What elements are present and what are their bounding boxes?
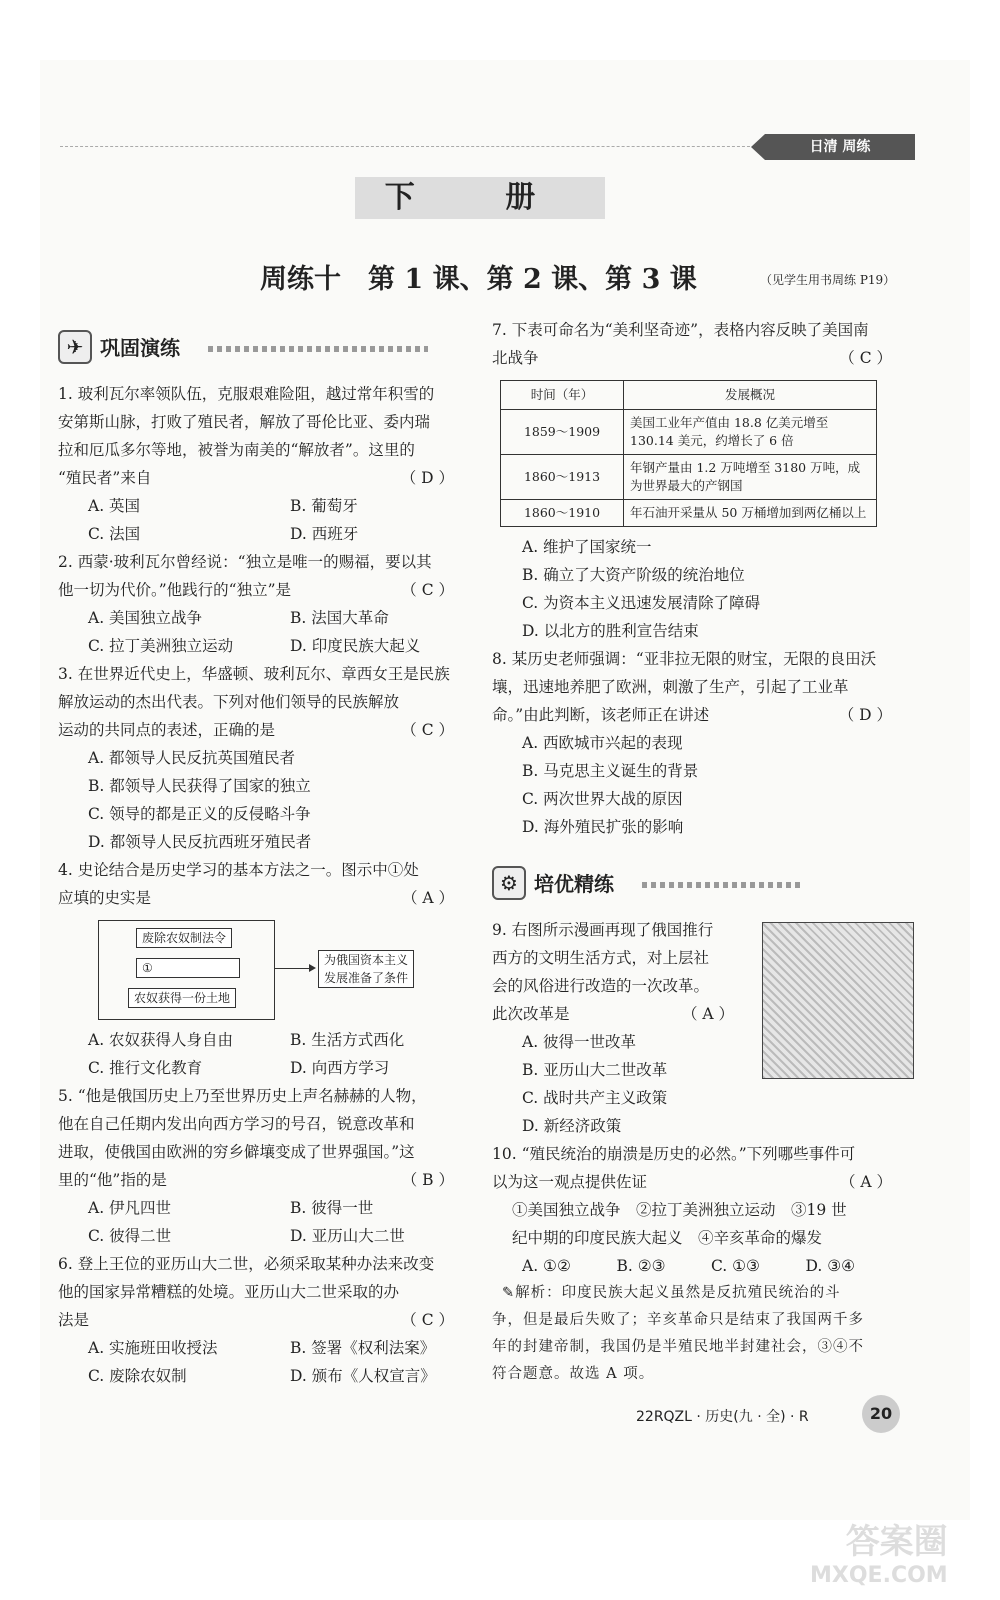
diagram-box: 废除农奴制法令 [136, 928, 232, 948]
answer: （ C ） [401, 1311, 454, 1329]
diagram-result: 为俄国资本主义 发展准备了条件 [318, 950, 414, 988]
header-tag: 日清 周练 [765, 134, 915, 160]
question-4: 4. 史论结合是历史学习的基本方法之一。图示中①处 应填的史实是 （ A ） 废除农奴制法令 ① 农奴获得一份土地 为俄国资本主义 发展准备了条件 A. 农奴获得人身自由 B. 生活方式西化 C. 推行文化教育 D. 向西方学习 [58, 861, 454, 1077]
answer: （ B ） [401, 1171, 454, 1189]
section-header-advanced [492, 866, 812, 900]
data-table [500, 380, 877, 527]
gear-icon: ⚙ [492, 866, 526, 900]
answer: （ C ） [839, 349, 892, 367]
section-divider [208, 346, 428, 352]
section-title: 培优精练 [534, 872, 614, 896]
question-3: 3. 在世界近代史上，华盛顿、玻利瓦尔、章西女王是民族 解放运动的杰出代表。下列对他们领导的民族解放 运动的共同点的表述，正确的是 （ C ） A. 都领导人民反抗英国殖民者 B. 都领导人民获得了国家的独立 C. 领导的都是正义的反侵略斗争 D. 都领导人民反抗西班牙殖民者 [58, 665, 454, 851]
site-watermark: 答案圈 MXQE.COM [810, 1522, 948, 1588]
table-row: 1860～1910 年石油开采量从 50 万桶增加到两亿桶以上 [501, 500, 877, 527]
question-8: 8. 某历史老师强调：“亚非拉无限的财宝，无限的良田沃 壤，迅速地养肥了欧洲，刺激了生产，引起了工业革 命。”由此判断，该老师正在讲述 （ D ） A. 西欧城市兴起的表现 B. 马克思主义诞生的背景 C. 两次世界大战的原因 D. 海外殖民扩张的影响 [492, 650, 892, 836]
header-rule [60, 146, 760, 147]
question-7: 7. 下表可命名为“美利坚奇迹”，表格内容反映了美国南 北战争 （ C ） 时间（年） 发展概况 1859～1909 美国工业年产值由 18.8 亿美元增至 130.14 美元，约增长了 6 倍 1860～1913 年钢产量由 1.2 万吨增至 3180 万吨，成为世界最大的产钢国 1860～1910 年石油开采量从 50 万桶增加到两亿桶以上 A. 维护了国家统一 B. 确立了大资产阶级的统治地位 C. 为资本主义迅速发展清除了障碍 D. 以北方的胜利宣告结束 [492, 321, 892, 640]
question-1: 1. 玻利瓦尔率领队伍，克服艰难险阻，越过常年积雪的 安第斯山脉，打败了殖民者，解放了哥伦比亚、委内瑞 拉和厄瓜多尔等地，被誉为南美的“解放者”。这里的 “殖民者”来自 （ D ） A. 英国 B. 葡萄牙 C. 法国 D. 西班牙 [58, 385, 454, 543]
answer-analysis: ✎解析：印度民族大起义虽然是反抗殖民统治的斗 争，但是最后失败了；辛亥革命只是结束了我国两千多 年的封建帝制，我国仍是半殖民地半封建社会，③④不 符合题意。故选 A 项。 [492, 1285, 864, 1382]
table-row: 1860～1913 年钢产量由 1.2 万吨增至 3180 万吨，成为世界最大的产钢国 [501, 455, 877, 500]
answer: （ A ） [839, 1173, 892, 1191]
answer: （ D ） [838, 706, 892, 724]
book-code: 22RQZL · 历史(九 · 全) · R [636, 1409, 809, 1425]
answer: （ C ） [401, 721, 454, 739]
volume-label: 下 册 [355, 177, 605, 219]
question-2: 2. 西蒙·玻利瓦尔曾经说：“独立是唯一的赐福，要以其 他一切为代价。”他践行的“独立”是 （ C ） A. 美国独立战争 B. 法国大革命 C. 拉丁美洲独立运动 D. 印度民族大起义 [58, 553, 454, 655]
table-header: 时间（年） [501, 381, 624, 410]
section-title: 巩固演练 [100, 336, 180, 360]
question-6: 6. 登上王位的亚历山大二世，必须采取某种办法来改变 他的国家异常糟糕的处境。亚历山大二世采取的办 法是 （ C ） A. 实施班田收授法 B. 签署《权利法案》 C. 废除农奴制 D. 颁布《人权宣言》 [58, 1255, 454, 1385]
arrow-right-icon [274, 968, 314, 969]
section-header-consolidate [58, 330, 378, 364]
answer: （ A ） [681, 1005, 734, 1023]
right-column-lower [492, 916, 900, 1388]
rocket-icon: ✈ [58, 330, 92, 364]
answer: （ C ） [401, 581, 454, 599]
question-9: 9. 右图所示漫画再现了俄国推行 西方的文明生活方式，对上层社 会的风俗进行改造的一次改革。 此次改革是 （ A ） A. 彼得一世改革 B. 亚历山大二世改革 C. 战时共产主义政策 D. 新经济政策 [492, 921, 734, 1135]
page-title: 周练十 第 1 课、第 2 课、第 3 课 [260, 264, 697, 295]
right-column [492, 316, 900, 841]
title-reference: （见学生用书周练 P19） [760, 273, 896, 287]
diagram-box-blank: ① [136, 958, 240, 978]
table-row: 1859～1909 美国工业年产值由 18.8 亿美元增至 130.14 美元，约增长了 6 倍 [501, 410, 877, 455]
flow-diagram [98, 920, 428, 1020]
diagram-box: 农奴获得一份土地 [128, 988, 236, 1008]
table-header: 发展概况 [624, 381, 877, 410]
question-5: 5. “他是俄国历史上乃至世界历史上声名赫赫的人物， 他在自己任期内发出向西方学习的号召，锐意改革和 进取，使俄国由欧洲的穷乡僻壤变成了世界强国。”这 里的“他”指的是 （ B ） A. 伊凡四世 B. 彼得一世 C. 彼得二世 D. 亚历山大二世 [58, 1087, 454, 1245]
left-column [58, 380, 462, 1390]
page-number: 20 [862, 1395, 900, 1433]
question-10: 10. “殖民统治的崩溃是历史的必然。”下列哪些事件可 以为这一观点提供佐证 （ A ） ①美国独立战争 ②拉丁美洲独立运动 ③19 世 纪中期的印度民族大起义 ④辛亥革命的爆发 A. ①② B. ②③ C. ①③ D. ③④ ✎解析：印度民族大起义虽然是反抗殖民统治的斗 争，但是最后失败了；辛亥革命只是结束了我国两千多 年的封建帝制，我国仍是半殖民地半封建社会，③④不 符合题意。故选 A 项。 [492, 1140, 900, 1388]
answer: （ A ） [401, 889, 454, 907]
section-divider [642, 882, 802, 888]
pen-icon: ✎ [502, 1285, 516, 1301]
answer: （ D ） [400, 469, 454, 487]
